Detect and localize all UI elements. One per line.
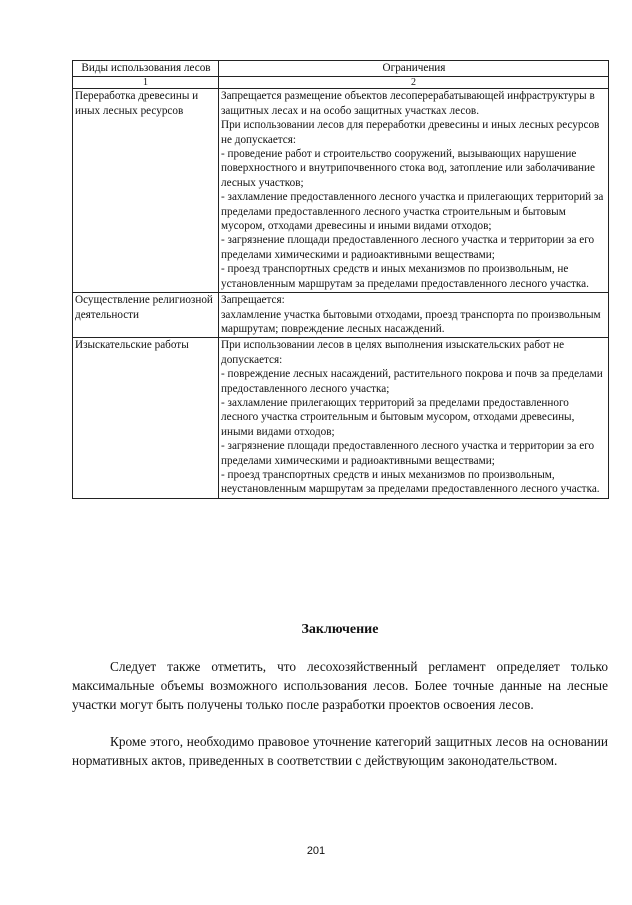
restriction-cell (219, 293, 609, 338)
usage-type-cell: Изыскательские работы (73, 338, 219, 498)
header-restrictions: Ограничения (219, 61, 609, 77)
restriction-cell (219, 338, 609, 498)
restriction-line: - проезд транспортных средств и иных механизмов по произвольным, не установленным маршрутам за пределами предоставленного лесного участка. (221, 263, 589, 290)
restrictions-table (72, 60, 609, 499)
table-row (73, 293, 609, 338)
restriction-line: захламление участка бытовыми отходами, проезд транспорта по произвольным маршрутам; повреждение лесных насаждений. (221, 308, 601, 335)
restriction-line: - проезд транспортных средств и иных механизмов по произвольным, неустановленным маршрутам за пределами предоставленного лесного участка. (221, 468, 600, 496)
restriction-line: - повреждение лесных насаждений, растительного покрова и почв за пределами предоставленного лесного участка; (221, 368, 603, 395)
conclusion-paragraph-2: Кроме этого, необходимо правовое уточнение категорий защитных лесов на основании нормативных актов, приведенных в соответствии с действующим законодательством. (72, 734, 608, 769)
restriction-line: - захламление прилегающих территорий за пределами предоставленного лесного участка строительным и бытовым мусором, отходами древесины, иными видами отходов; (221, 396, 575, 438)
restriction-line: - загрязнение площади предоставленного лесного участка и территории за его пределами химическими и радиоактивными веществами; (221, 234, 595, 261)
table-row (73, 338, 609, 498)
conclusion-paragraph-1: Следует также отметить, что лесохозяйственный регламент определяет только максимальные объемы возможного использования лесов. Более точные данные на лесные участки могут быть получены только после разработки проектов освоения лесов. (72, 659, 608, 713)
conclusion-heading: Заключение (301, 622, 379, 637)
restriction-line: - захламление предоставленного лесного участка и прилегающих территорий за пределами предоставленного лесного участка строительным и бытовым мусором, отходами древесины и иными видами отходов; (221, 191, 604, 233)
restriction-line: Запрещается: (221, 294, 285, 307)
restriction-line: При использовании лесов для переработки древесины и иных лесных ресурсов не допускается: (221, 119, 600, 146)
page-number: 201 (306, 845, 326, 857)
column-number-2: 2 (219, 77, 609, 89)
usage-type-cell: Переработка древесины и иных лесных ресурсов (73, 89, 219, 293)
restriction-line: - загрязнение площади предоставленного лесного участка и территории за его пределами химическими и радиоактивными веществами; (221, 440, 595, 467)
restriction-cell (219, 89, 609, 293)
restriction-line: Запрещается размещение объектов лесоперерабатывающей инфраструктуры в защитных лесах и на особо защитных участках лесов. (221, 90, 595, 117)
header-usage-types: Виды использования лесов (73, 61, 219, 77)
column-number-1: 1 (73, 77, 219, 89)
usage-type-cell: Осуществление религиозной деятельности (73, 293, 219, 338)
restriction-line: - проведение работ и строительство сооружений, вызывающих нарушение поверхностного и внутрипочвенного стока вод, затопление или заболачивание лесных участков; (221, 148, 595, 189)
column-number-row (73, 77, 609, 89)
table-header-row (73, 61, 609, 77)
restriction-line: При использовании лесов в целях выполнения изыскательских работ не допускается: (221, 339, 565, 366)
table-row (73, 89, 609, 293)
